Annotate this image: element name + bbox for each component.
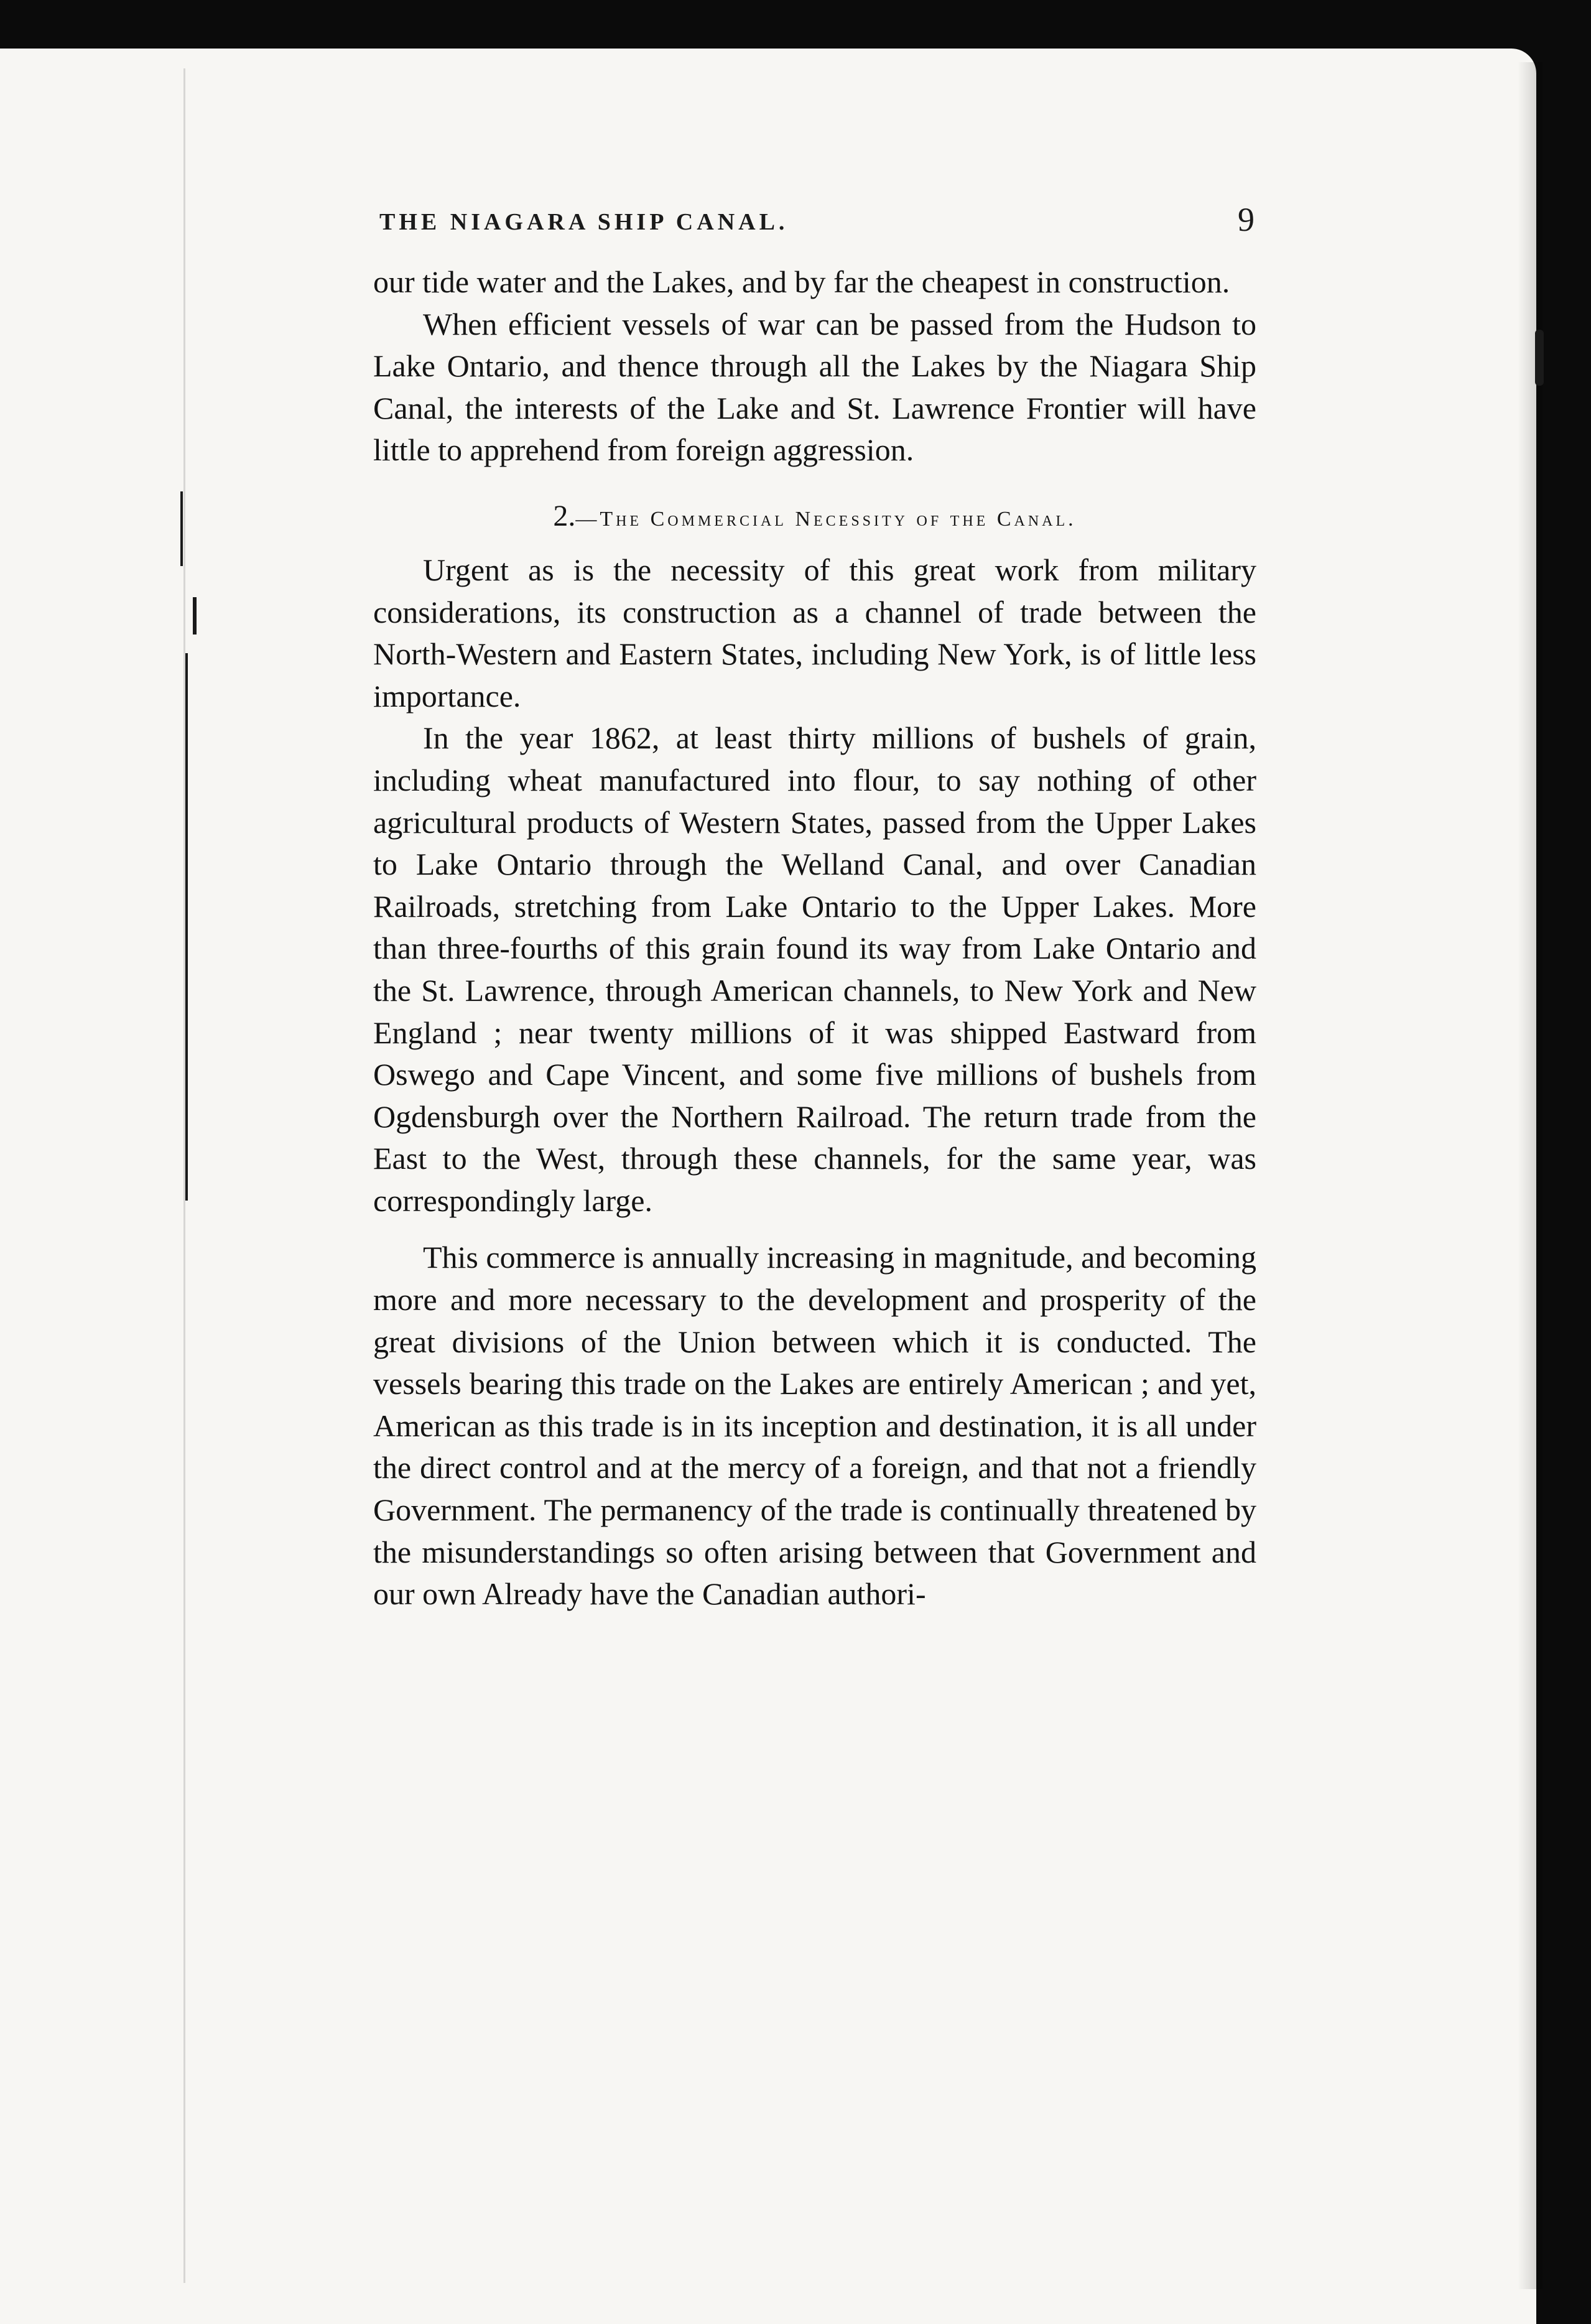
section-heading: [373, 498, 1256, 538]
margin-mark: [1535, 330, 1544, 386]
margin-mark: [193, 597, 197, 634]
page-edge-shadow: [1518, 62, 1542, 2289]
paragraph: Urgent as is the necessity of this great work from military considerations, its construction as a channel of trade between the North-Western and Eastern States, including New York, is of little less importance.: [373, 552, 1256, 713]
margin-mark: [185, 653, 188, 1201]
page-number: 9: [1238, 201, 1255, 238]
body-text: [373, 261, 1256, 1615]
paragraph: When efficient vessels of war can be passed from the Hudson to Lake Ontario, and thence through all the Lakes by the Niagara Ship Canal, the interests of the Lake and St. Lawrence Frontier will have little to apprehend from foreign aggression.: [373, 306, 1256, 468]
paragraph: This commerce is annually increasing in magnitude, and becoming more and more necessary to the development and prosperity of the great divisions of the Union between which it is conducted. The vessels bearing this trade on the Lakes are entirely American ; and yet, American as this trade is in its inception and destination, it is all under the direct control and at the mercy of a foreign, and that not a friendly Government. The permanency of the trade is continually threatened by the misunderstandings so often arising between that Government and our own Already have the Canadian authori-: [373, 1240, 1256, 1612]
margin-mark: [180, 491, 183, 566]
section-number: 2.: [553, 499, 576, 532]
running-head: THE NIAGARA SHIP CANAL.: [379, 209, 789, 235]
paragraph: In the year 1862, at least thirty millions of bushels of grain, including wheat manufactured into flour, to say nothing of other agricultural products of Western States, passed from the Upper Lakes to Lake Ontario through the Welland Canal, and over Canadian Railroads, stretching from Lake Ontario to the Upper Lakes. More than three-fourths of this grain found its way from Lake Ontario and the St. Lawrence, through American channels, to New York and New England ; near twenty millions of it was shipped Eastward from Oswego and Cape Vincent, and some five millions of bushels from Ogdensburgh over the Northern Railroad. The return trade from the East to the West, through these channels, for the same year, was correspondingly large.: [373, 720, 1256, 1218]
section-title: —The Commercial Necessity of the Canal.: [575, 507, 1077, 531]
paragraph-continuation: our tide water and the Lakes, and by far the cheapest in construction.: [373, 264, 1230, 299]
